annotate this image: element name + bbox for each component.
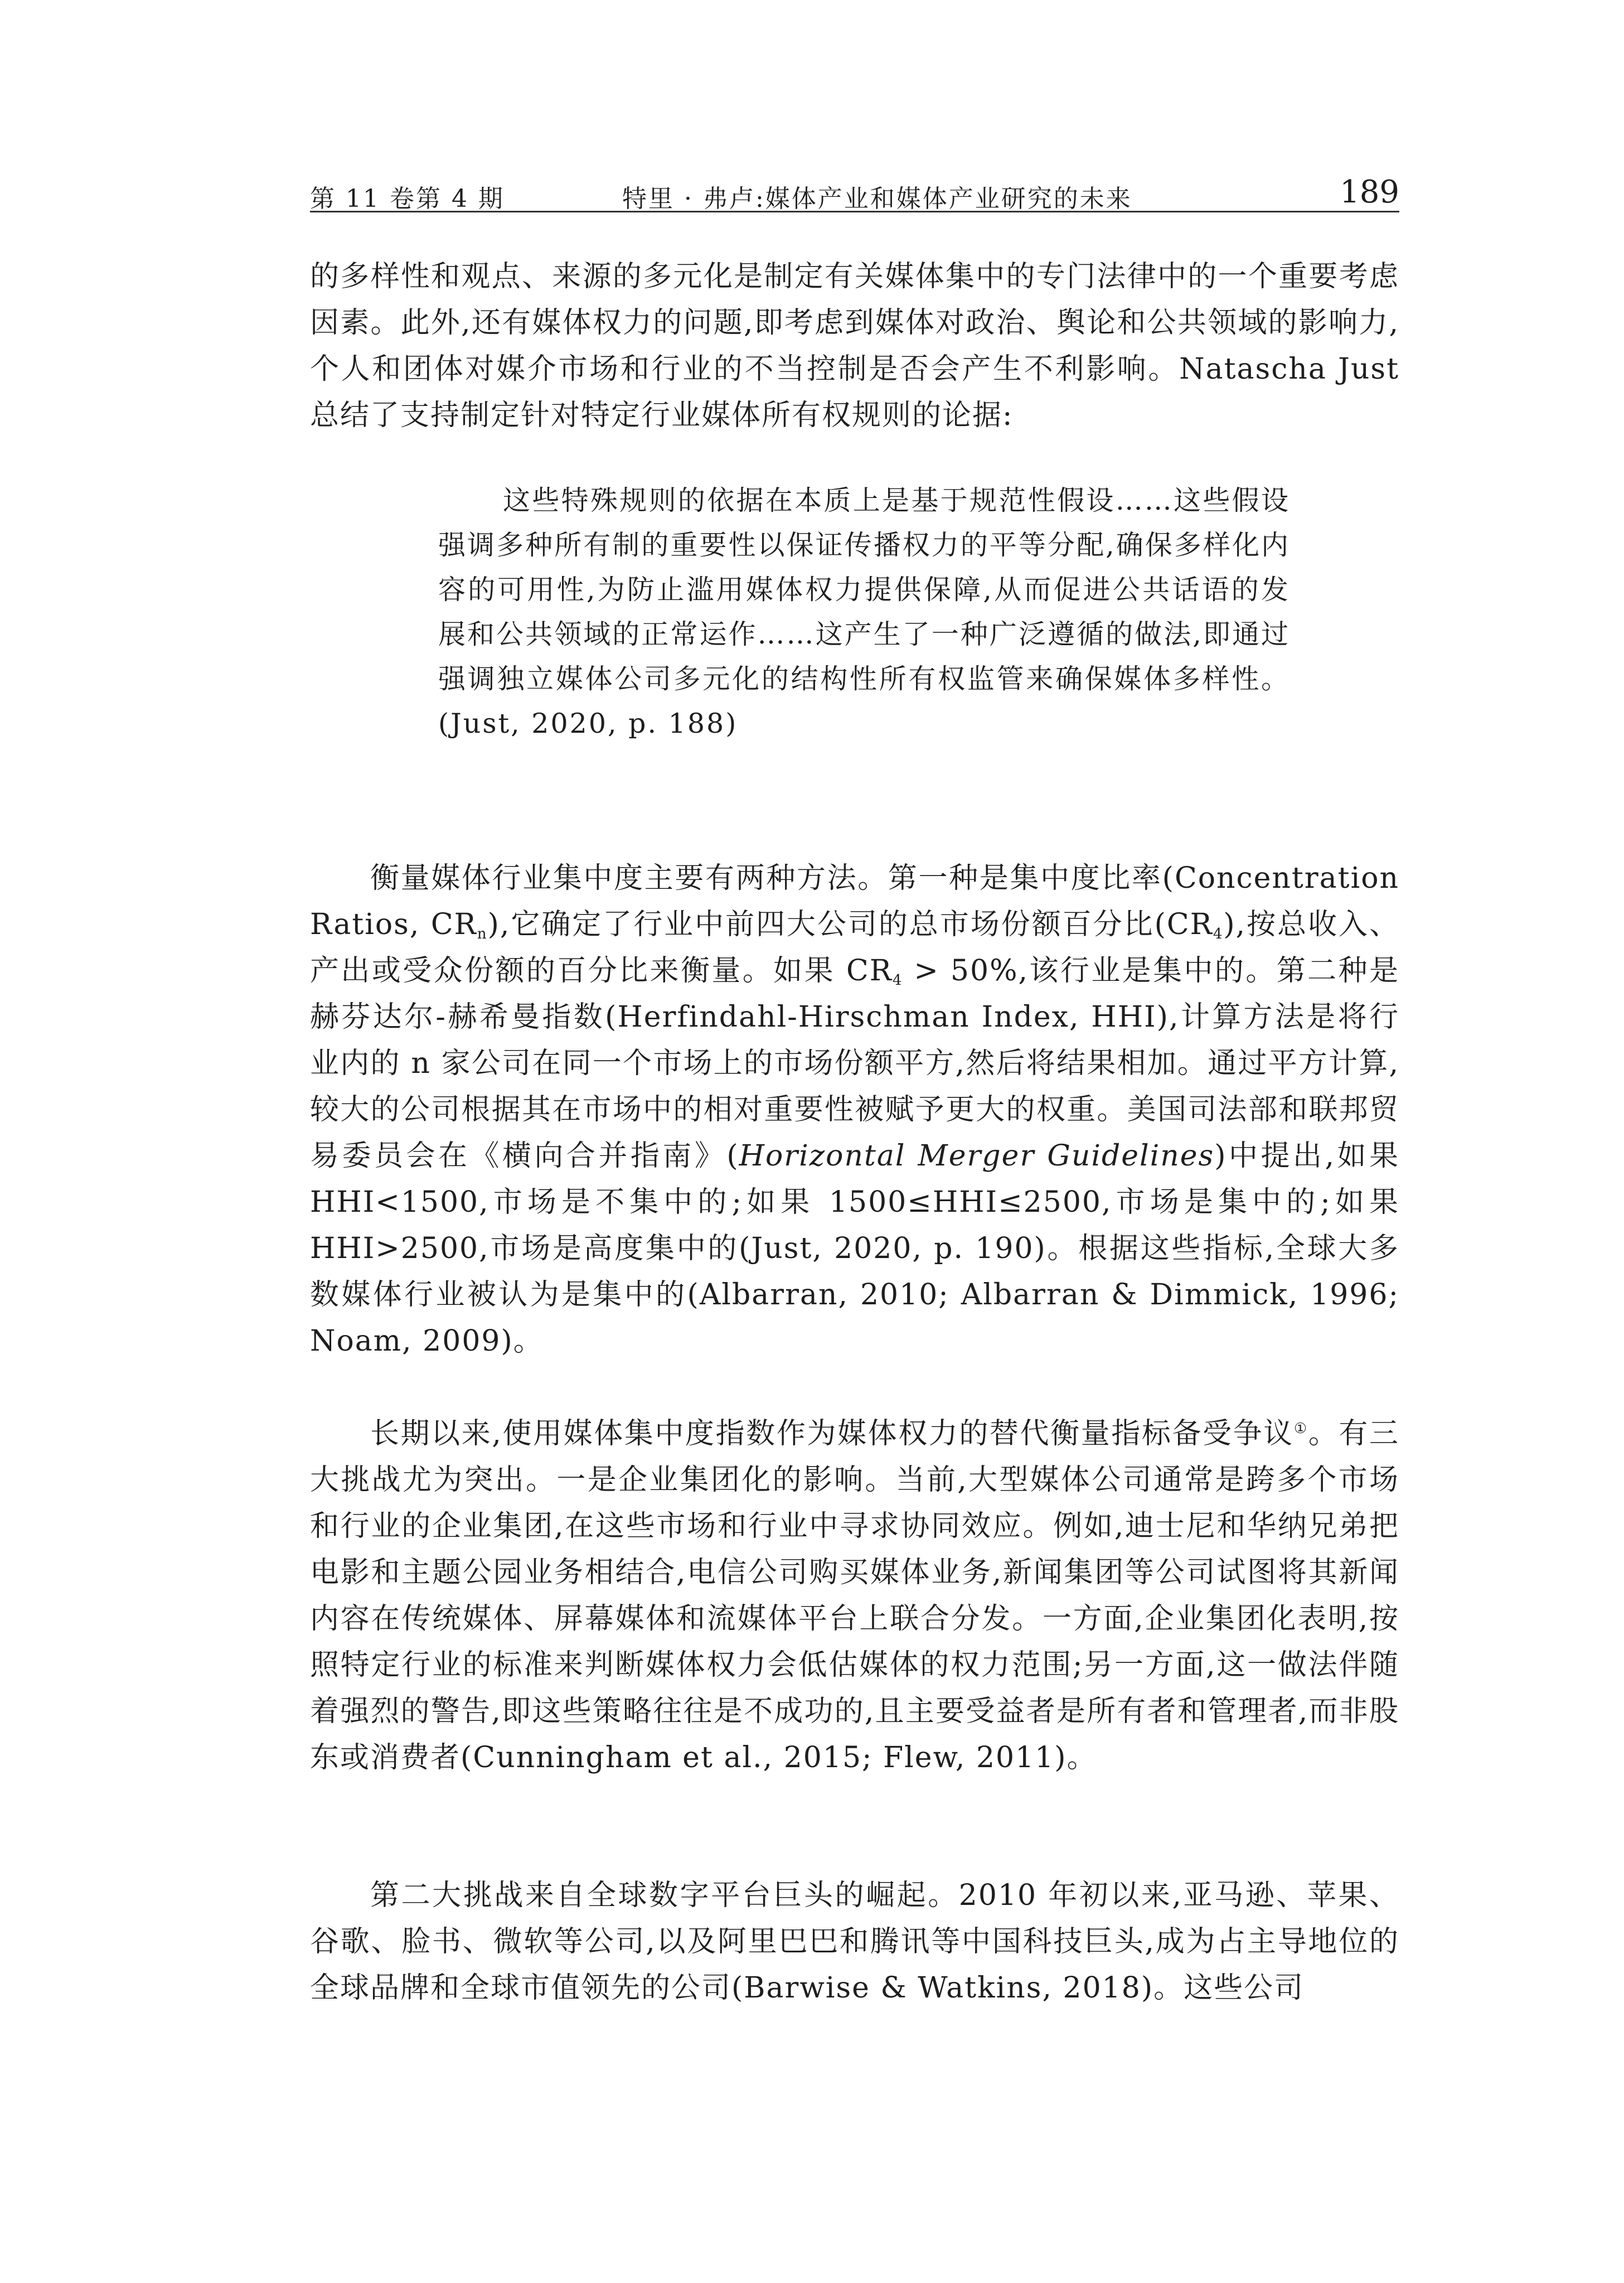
page-number: 189 <box>1340 174 1399 210</box>
block-quote: 这些特殊规则的依据在本质上是基于规范性假设……这些假设强调多种所有制的重要性以保证传播权力的平等分配,确保多样化内容的可用性,为防止滥用媒体权力提供保障,从而促进公共话语的发展和公共领域的正常运作……这产生了一种广泛遵循的做法,即通过强调独立媒体公司多元化的结构性所有权监管来确保媒体多样性。(Just, 2020, p. 188) <box>438 485 1290 739</box>
paragraph-2-text-1: 衡量媒体行业集中度主要有两种方法。第一种是集中度比率(Concentration Ratios, CR <box>310 862 1399 941</box>
paragraph-2-text-2: ),它确定了行业中前四大公司的总市场份额百分比(CR <box>487 908 1213 941</box>
subscript-4: 4 <box>892 972 903 989</box>
paragraph-2-text-5: )中提出,如果 HHI<1500,市场是不集中的;如果 1500≤HHI≤2500,市场是集中的;如果 HHI>2500,市场是高度集中的(Just, 2020, p. 190)。根据这些指标,全球大多数媒体行业被认为是集中的(Albarran, 2010; Albarran & Dimmick, 1996; Noam, 2009)。 <box>310 1139 1399 1358</box>
italic-book-title: Horizontal Merger Guidelines <box>739 1139 1215 1173</box>
body-paragraph-4: 第二大挑战来自全球数字平台巨头的崛起。2010 年初以来,亚马逊、苹果、谷歌、脸书、微软等公司,以及阿里巴巴和腾讯等中国科技巨头,成为占主导地位的全球品牌和全球市值领先的公司(Barwise & Watkins, 2018)。这些公司 <box>310 1879 1399 2005</box>
running-header <box>310 172 1399 216</box>
paragraph-3-text-2: 。有三大挑战尤为突出。一是企业集团化的影响。当前,大型媒体公司通常是跨多个市场和行业的企业集团,在这些市场和行业中寻求协同效应。例如,迪士尼和华纳兄弟把电影和主题公园业务相结合,电信公司购买媒体业务,新闻集团等公司试图将其新闻内容在传统媒体、屏幕媒体和流媒体平台上联合分发。一方面,企业集团化表明,按照特定行业的标准来判断媒体权力会低估媒体的权力范围;另一方面,这一做法伴随着强烈的警告,即这些策略往往是不成功的,且主要受益者是所有者和管理者,而非股东或消费者(Cunningham et al., 2015; Flew, 2011)。 <box>310 1417 1399 1774</box>
subscript-n: n <box>477 926 488 942</box>
paragraph-2-text-3: ),按总收入、产出或受众份额的百分比来衡量。如果 CR <box>310 908 1399 988</box>
body-paragraph-2 <box>310 855 1399 1365</box>
body-paragraph-3 <box>310 1411 1399 1781</box>
paragraph-3-text-1: 长期以来,使用媒体集中度指数作为媒体权力的替代衡量指标备受争议 <box>370 1417 1294 1450</box>
paragraph-2-text-4: > 50%,该行业是集中的。第二种是赫芬达尔-赫希曼指数(Herfindahl-Hirschman Index, HHI),计算方法是将行业内的 n 家公司在同一个市场上的市场份额平方,然后将结果相加。通过平方计算,较大的公司根据其在市场中的相对重要性被赋予更大的权重。美国司法部和联邦贸易委员会在《横向合并指南》( <box>310 954 1399 1173</box>
footnote-marker: ① <box>1293 1420 1308 1437</box>
body-paragraph-1: 的多样性和观点、来源的多元化是制定有关媒体集中的专门法律中的一个重要考虑因素。此外,还有媒体权力的问题,即考虑到媒体对政治、舆论和公共领域的影响力,个人和团体对媒介市场和行业的不当控制是否会产生不利影响。Natascha Just 总结了支持制定针对特定行业媒体所有权规则的论据: <box>310 260 1399 432</box>
header-rule <box>310 211 1399 212</box>
running-title: 特里 · 弗卢:媒体产业和媒体产业研究的未来 <box>622 185 1132 213</box>
journal-volume-issue: 第 11 卷第 4 期 <box>310 185 505 213</box>
subscript-4: 4 <box>1213 926 1224 942</box>
